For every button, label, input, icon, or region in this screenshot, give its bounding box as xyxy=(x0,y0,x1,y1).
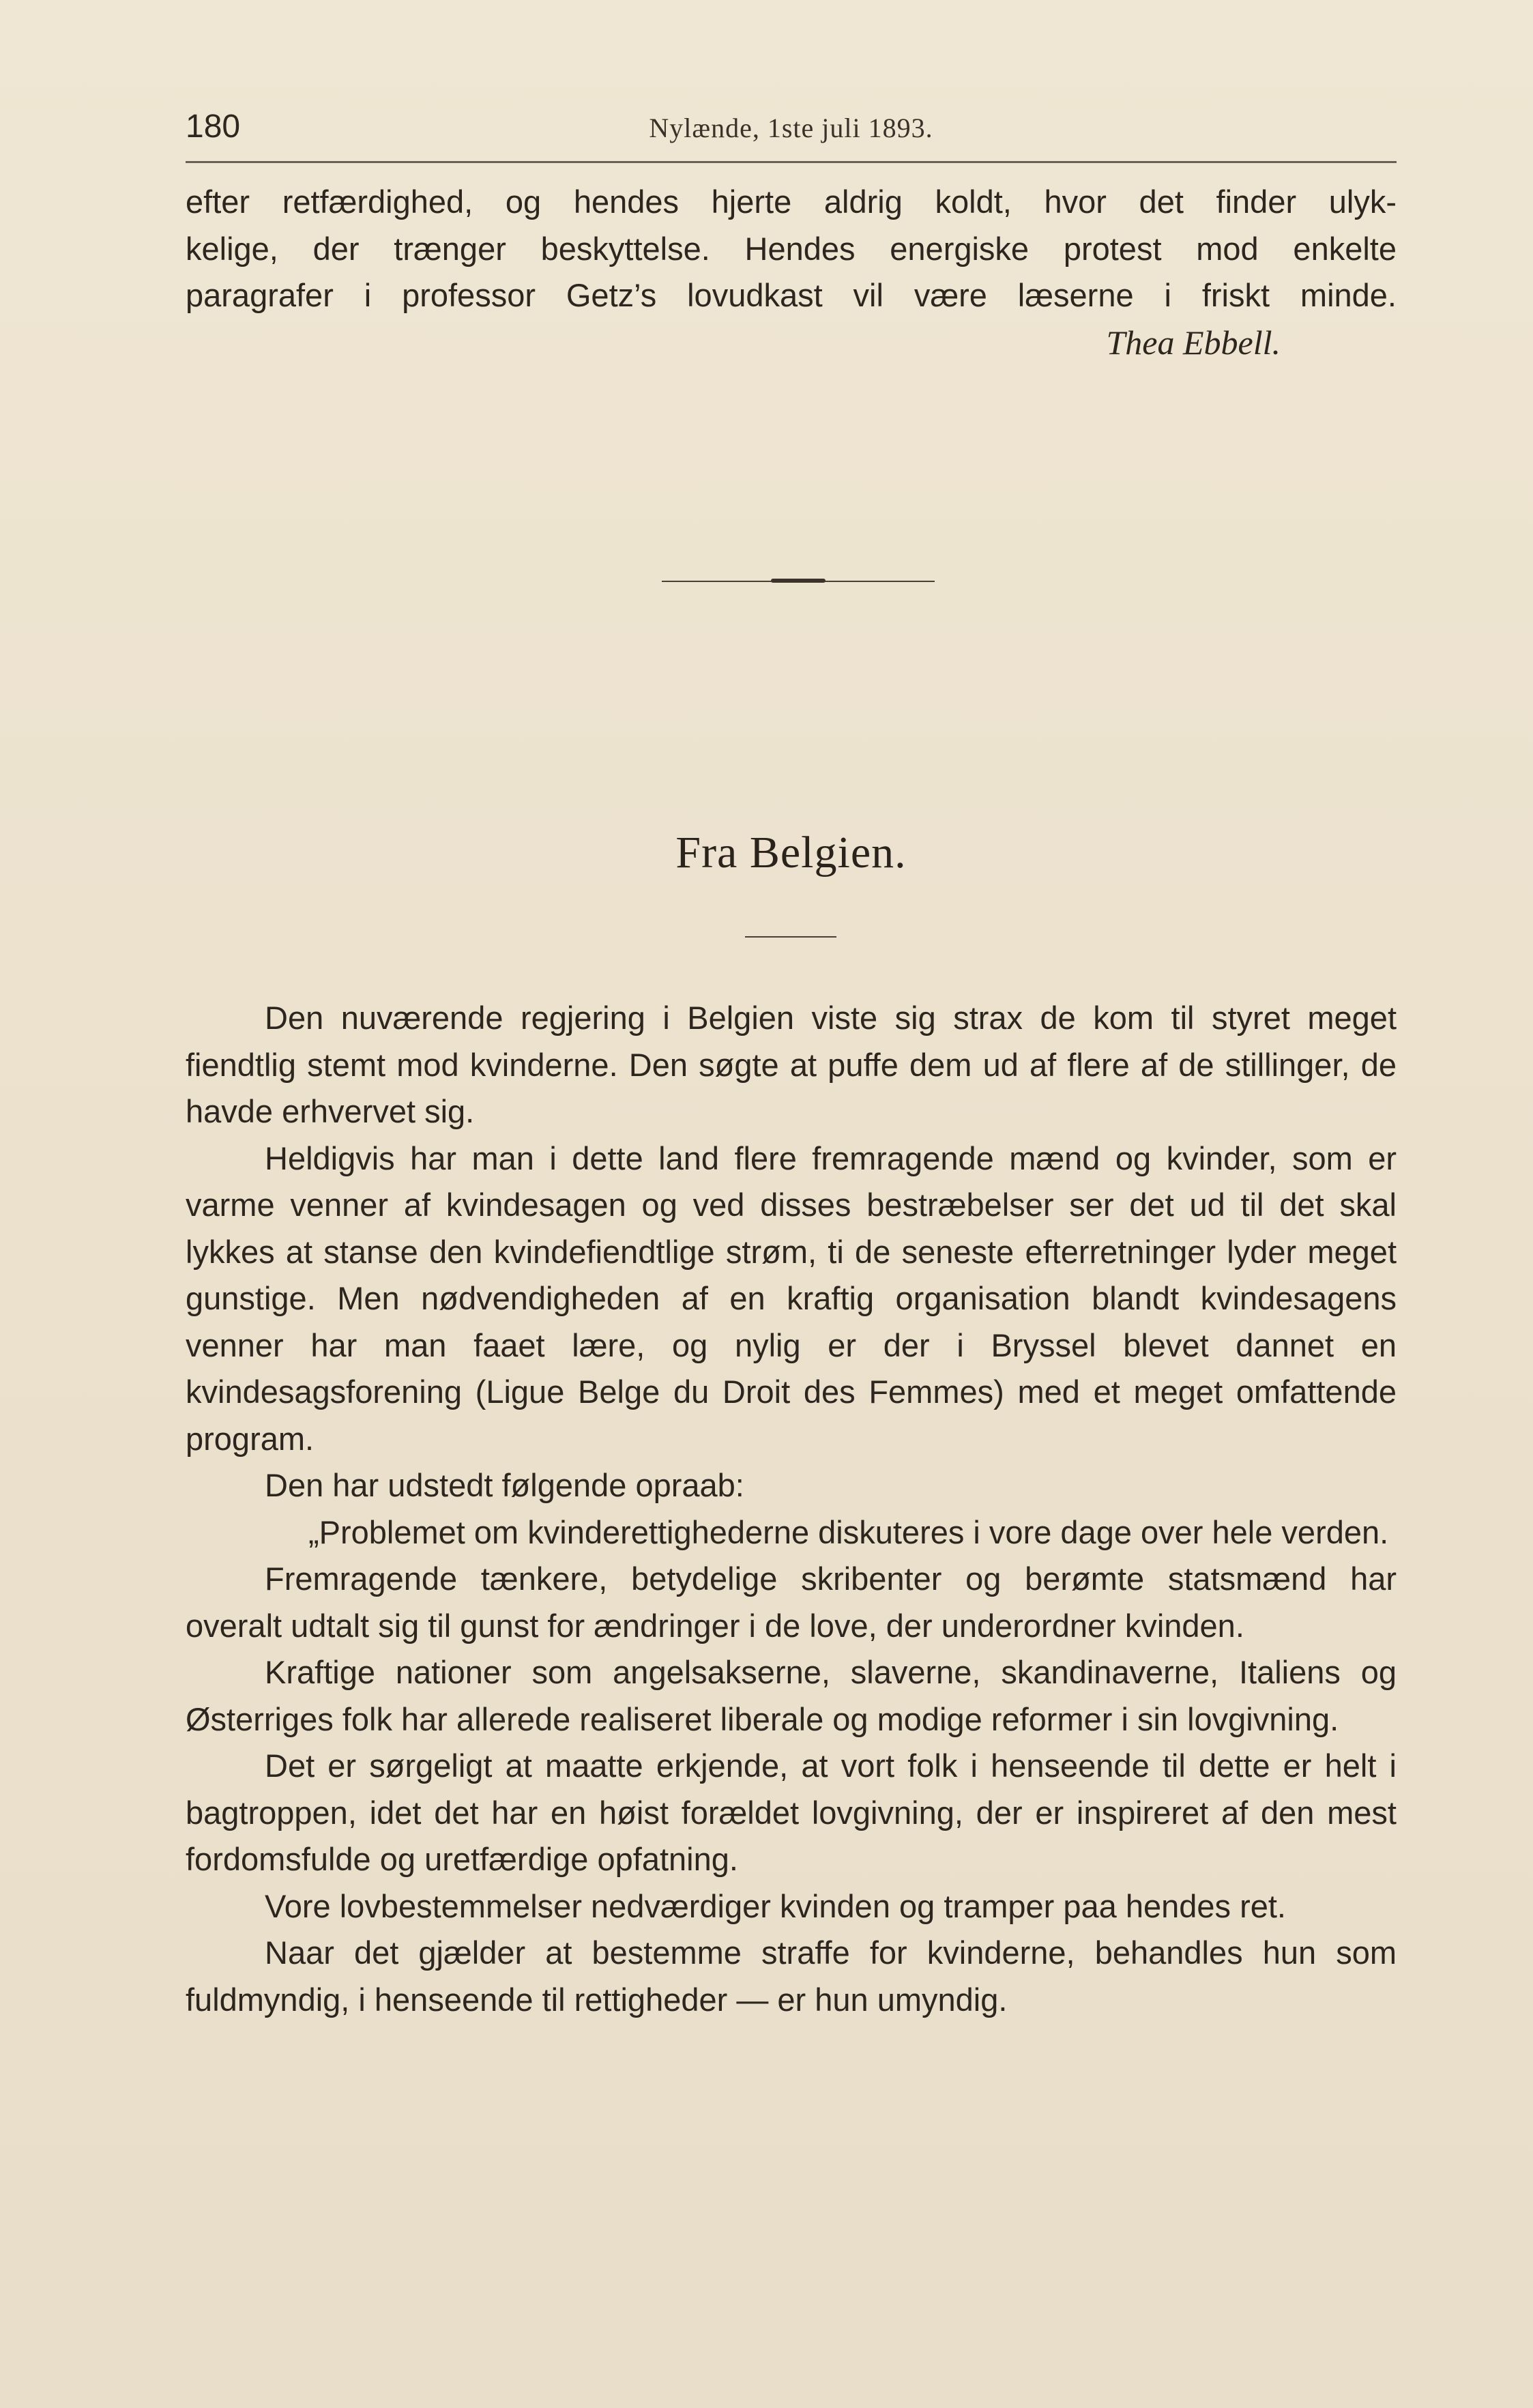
quote-paragraph: „Problemet om kvinderettighederne diskuteres i vore dage over hele verden. xyxy=(308,1513,1389,1550)
section-separator xyxy=(662,579,935,584)
article-paragraph: Den har udstedt følgende opraab: xyxy=(265,1467,744,1503)
author-signature: Thea Ebbell. xyxy=(1106,323,1281,362)
title-underline xyxy=(745,936,836,938)
running-title: Nylænde, 1ste juli 1893. xyxy=(649,113,933,143)
intro-section xyxy=(186,179,1397,366)
article-paragraph: Vore lovbestemmelser nedværdiger kvinden og tramper paa hendes ret. xyxy=(265,1887,1286,1924)
page-number: 180 xyxy=(186,108,241,145)
article-paragraph: Den nuværende regjering i Belgien viste sig strax de kom til styret meget fiendtlig stemt mod kvinderne. Den søgte at puffe dem ud af flere af de stillinger, de havde erhvervet sig. xyxy=(186,1000,1397,1129)
intro-line: paragrafer i professor Getz’s lovudkast vil være læserne i friskt minde. xyxy=(186,277,1397,313)
article-body xyxy=(186,995,1397,2023)
article-paragraph: Fremragende tænkere, betydelige skribenter og berømte statsmænd har overalt udtalt sig til gunst for ændringer i de love, der underordner kvinden. xyxy=(186,1561,1397,1644)
running-header xyxy=(186,108,1397,156)
article-title: Fra Belgien. xyxy=(675,828,907,877)
intro-line: efter retfærdighed, og hendes hjerte aldrig koldt, hvor det finder ulyk- xyxy=(186,184,1397,220)
header-rule xyxy=(186,161,1397,163)
article-paragraph: Kraftige nationer som angelsakserne, slaverne, skandinaverne, Italiens og Østerriges folk har allerede realiseret liberale og modige reformer i sin lovgivning. xyxy=(186,1654,1397,1737)
article-paragraph: Naar det gjælder at bestemme straffe for kvinderne, behandles hun som fuldmyndig, i henseende til rettigheder — er hun umyndig. xyxy=(186,1934,1397,2018)
intro-line: kelige, der trænger beskyttelse. Hendes energiske protest mod enkelte xyxy=(186,230,1397,267)
article-paragraph: Heldigvis har man i dette land flere fremragende mænd og kvinder, som er varme venner af kvindesagen og ved disses bestræbelser ser det ud til det skal lykkes at stanse den kvindefiendtlige strøm, ti de seneste efterretninger lyder meget gunstige. Men nødvendigheden af en kraftig organisation blandt kvindesagens venner har man faaet lære, og nylig er der i Bryssel blevet dannet en kvindesagsforening (Ligue Belge du Droit des Femmes) med et meget omfattende program. xyxy=(186,1140,1397,1457)
article-paragraph: Det er sørgeligt at maatte erkjende, at vort folk i henseende til dette er helt i bagtroppen, idet det har en høist forældet lovgivning, der er inspireret af den mest fordomsfulde og uretfærdige opfatning. xyxy=(186,1747,1397,1877)
